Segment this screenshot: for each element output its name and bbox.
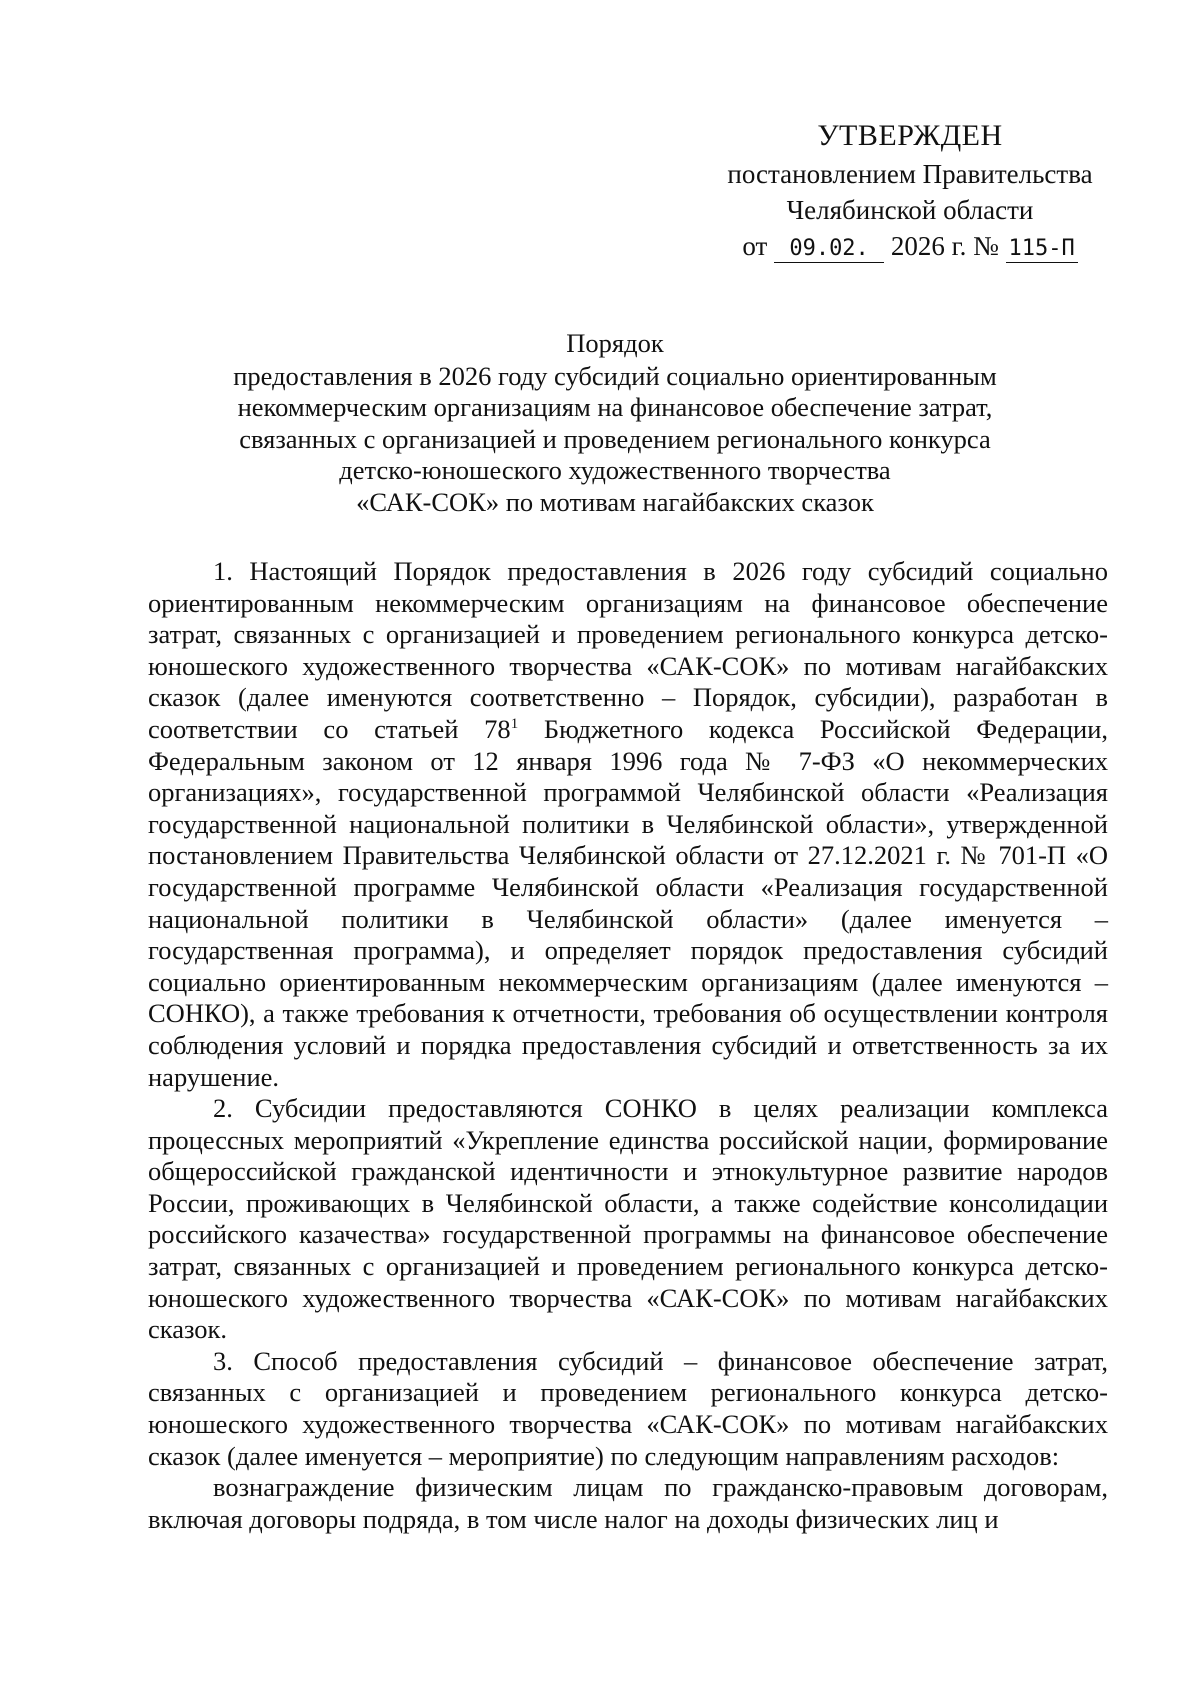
article-superscript: 1 bbox=[510, 715, 519, 732]
approval-stamp bbox=[700, 118, 1120, 264]
paragraph-2: 2. Субсидии предоставляются СОНКО в целях реализации комплекса процессных мероприятий «Укрепление единства российской нации, формирование общероссийской гражданской идентичности и этнокультурное развитие народов России, проживающих в Челябинской области, а также содействие консолидации российского казачества» государственной программы на финансовое обеспечение затрат, связанных с организацией и проведением регионального конкурса детско-юношеского художественного творчества «САК-СОК» по мотивам нагайбакских сказок. bbox=[148, 1093, 1108, 1345]
title-line: связанных с организацией и проведением регионального конкурса bbox=[239, 423, 991, 454]
approval-line-1: постановлением Правительства bbox=[727, 159, 1093, 189]
paragraph-4: вознаграждение физическим лицам по гражданско-правовым договорам, включая договоры подряда, в том числе налог на доходы физических лиц и bbox=[148, 1472, 1108, 1534]
title-line: предоставления в 2026 году субсидий социально ориентированным bbox=[233, 360, 997, 391]
title-line: детско-юношеского художественного творчества bbox=[339, 455, 891, 485]
title-heading: Порядок bbox=[566, 328, 664, 358]
paragraph-3: 3. Способ предоставления субсидий – финансовое обеспечение затрат, связанных с организацией и проведением регионального конкурса детско-юношеского художественного творчества «САК-СОК» по мотивам нагайбакских сказок (далее именуется – мероприятие) по следующим направлениям расходов: bbox=[148, 1345, 1108, 1471]
title-line: некоммерческим организациям на финансовое обеспечение затрат, bbox=[237, 392, 993, 422]
date-value: 09.02. bbox=[774, 236, 884, 263]
date-prefix: от bbox=[742, 231, 768, 261]
paragraph-1 bbox=[148, 556, 1108, 1093]
document-title bbox=[150, 328, 1080, 518]
document-body bbox=[148, 556, 1108, 1535]
paragraph-1-part-a: 1. Настоящий Порядок предоставления в 2026 году субсидий социально ориентированным некоммерческим организациям на финансовое обеспечение затрат, связанных с организацией и проведением регионального конкурса детско-юношеского художественного творчества «САК-СОК» по мотивам нагайбакских сказок (далее именуются соответственно – Порядок, субсидии), разработан в соответствии со статьей 78 bbox=[148, 556, 1108, 744]
date-suffix: 2026 г. № bbox=[890, 231, 999, 261]
approval-line-2: Челябинской области bbox=[786, 195, 1034, 225]
title-line: «САК-СОК» по мотивам нагайбакских сказок bbox=[356, 486, 874, 517]
approval-heading: УТВЕРЖДЕН bbox=[817, 119, 1003, 152]
approval-date-line bbox=[700, 228, 1120, 264]
paragraph-1-part-b: Бюджетного кодекса Российской Федерации, Федеральным законом от 12 января 1996 года № 7-ФЗ «О некоммерческих организациях», государственной программой Челябинской области «Реализация государственной национальной политики в Челябинской области», утвержденной постановлением Правительства Челябинской области от 27.12.2021 г. № 701-П «О государственной программе Челябинской области «Реализация государственной национальной политики в Челябинской области» (далее именуется – государственная программа), и определяет порядок предоставления субсидий социально ориентированным некоммерческим организациям (далее именуются – СОНКО), а также требования к отчетности, требования об осуществлении контроля соблюдения условий и порядка предоставления субсидий и ответственность за их нарушение. bbox=[148, 713, 1108, 1092]
decree-number: 115-П bbox=[1006, 236, 1078, 263]
